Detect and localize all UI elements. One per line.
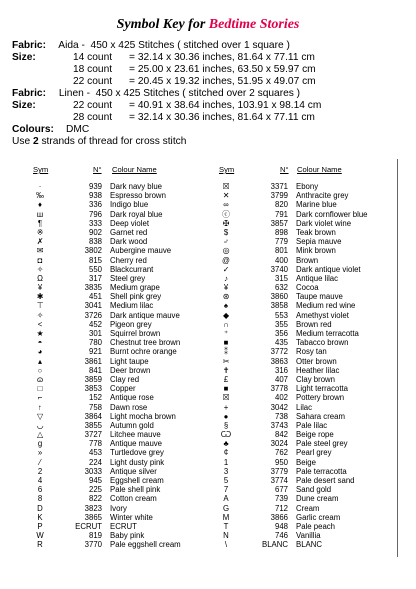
dmc-number: 3024 bbox=[270, 439, 288, 449]
dmc-number: 3740 bbox=[270, 264, 288, 274]
colour-name: Taupe mauve bbox=[296, 292, 343, 302]
dmc-number: 921 bbox=[88, 347, 102, 357]
colour-name: Dark cornflower blue bbox=[296, 209, 368, 219]
colour-name: Winter white bbox=[110, 512, 153, 522]
linen-size-1-line bbox=[12, 100, 321, 112]
dmc-number: 3866 bbox=[270, 512, 288, 522]
dmc-number: 3778 bbox=[270, 384, 288, 394]
symbol-icon: ↑ bbox=[38, 402, 42, 412]
dmc-number: 780 bbox=[88, 338, 102, 348]
symbol-icon: $ bbox=[223, 227, 229, 237]
symbol-icon: ш bbox=[36, 209, 44, 219]
colour-name: Sahara cream bbox=[296, 411, 345, 421]
aida-size-1: 14 count = 32.14 x 30.36 inches, 81.64 x 77.11 cm bbox=[72, 52, 315, 63]
strands-suffix: strands of thread for cross stitch bbox=[38, 136, 187, 147]
dmc-number: 938 bbox=[88, 191, 102, 201]
colour-name: Copper bbox=[110, 384, 136, 394]
dmc-number: 3855 bbox=[84, 420, 102, 430]
dmc-number: 451 bbox=[88, 292, 102, 302]
colour-name: Eggshell cream bbox=[110, 476, 164, 485]
symbol-icon: □ bbox=[37, 384, 43, 394]
dmc-number: 3770 bbox=[84, 540, 102, 550]
symbol-icon: ☒ bbox=[222, 393, 230, 403]
colour-name: Espresso brown bbox=[110, 191, 166, 201]
colour-name: Marine blue bbox=[296, 200, 337, 210]
colour-name: Beige rope bbox=[296, 430, 334, 440]
symbol-icon: 5 bbox=[223, 476, 229, 485]
colour-name: Chestnut tree brown bbox=[110, 338, 181, 348]
symbol-icon: ◆ bbox=[223, 310, 229, 320]
symbol-icon: ∩ bbox=[223, 319, 229, 329]
dmc-number: 841 bbox=[88, 365, 102, 375]
symbol-icon: ¶ bbox=[37, 218, 43, 228]
colour-name: Rosy tan bbox=[296, 347, 327, 357]
dmc-number: 791 bbox=[274, 209, 288, 219]
strands-number: 2 bbox=[32, 136, 39, 147]
colour-name: Pearl grey bbox=[296, 448, 332, 458]
dmc-number: 3863 bbox=[270, 356, 288, 366]
colour-name: Dawn rose bbox=[110, 402, 148, 412]
symbol-icon: 8 bbox=[37, 494, 43, 504]
dmc-number: 778 bbox=[88, 439, 102, 449]
colour-name: Cotton cream bbox=[110, 494, 157, 504]
symbol-icon: ■ bbox=[223, 384, 229, 394]
page-title bbox=[0, 17, 416, 33]
symbol-icon: \ bbox=[224, 540, 228, 550]
colour-name: Teak brown bbox=[296, 227, 336, 237]
symbol-icon: ✕ bbox=[222, 191, 230, 201]
fabric-label: Fabric: bbox=[12, 40, 46, 51]
dmc-number: 3865 bbox=[84, 512, 102, 522]
colour-name: Turtledove grey bbox=[110, 448, 164, 458]
colour-name: Otter brown bbox=[296, 356, 337, 366]
symbol-icon: G bbox=[222, 503, 230, 513]
divider-line bbox=[397, 159, 398, 557]
symbol-icon: § bbox=[223, 420, 229, 430]
colour-name: Heather lilac bbox=[296, 365, 340, 375]
aida-size-3: 22 count = 20.45 x 19.32 inches, 51.95 x 49.07 cm bbox=[72, 76, 316, 87]
dmc-number: 3860 bbox=[270, 292, 288, 302]
dmc-number: 402 bbox=[274, 393, 288, 403]
colour-name: Steel grey bbox=[110, 273, 146, 283]
colour-name: Anthracite grey bbox=[296, 191, 349, 201]
dmc-number: 3042 bbox=[270, 402, 288, 412]
colour-name: Light dusty pink bbox=[110, 457, 165, 467]
symbol-icon: Ω bbox=[37, 273, 43, 283]
symbol-icon: 7 bbox=[223, 485, 229, 495]
dmc-number: 3835 bbox=[84, 283, 102, 293]
colour-name: Cocoa bbox=[296, 283, 319, 293]
colour-name: Medium red wine bbox=[296, 301, 356, 311]
colour-name: Vanillia bbox=[296, 531, 321, 541]
symbol-icon: ■ bbox=[223, 338, 229, 348]
symbol-icon: < bbox=[37, 319, 43, 329]
colour-name: Squirrel brown bbox=[110, 329, 161, 338]
colour-name: ECRUT bbox=[110, 521, 137, 531]
symbol-icon: ⁄ bbox=[39, 457, 41, 467]
dmc-number: 435 bbox=[274, 338, 288, 348]
symbol-icon: Ѡ bbox=[220, 430, 232, 440]
dmc-number: 898 bbox=[274, 227, 288, 237]
colour-name: Sand gold bbox=[296, 485, 332, 495]
symbol-icon: ⊤ bbox=[36, 301, 44, 311]
symbol-icon: » bbox=[37, 448, 43, 458]
colour-name: Blackcurrant bbox=[110, 264, 154, 274]
dmc-number: 779 bbox=[274, 237, 288, 247]
colour-name: Tabacco brown bbox=[296, 338, 349, 348]
colour-name: Brown bbox=[296, 255, 319, 265]
header-name-left: Colour Name bbox=[112, 165, 157, 174]
strands-prefix: Use bbox=[12, 136, 33, 147]
symbol-icon: ◕ bbox=[37, 347, 43, 357]
colour-name: Pale shell pink bbox=[110, 485, 161, 495]
symbol-icon: ◡ bbox=[36, 420, 44, 430]
dmc-number: 948 bbox=[274, 521, 288, 531]
size-label: Size: bbox=[12, 52, 36, 63]
symbol-icon: ◓ bbox=[37, 338, 43, 348]
dmc-number: 3779 bbox=[270, 466, 288, 476]
dmc-number: 838 bbox=[88, 237, 102, 247]
dmc-number: 3861 bbox=[84, 356, 102, 366]
symbol-icon: ▽ bbox=[37, 411, 43, 421]
aida-size-3-line bbox=[12, 76, 316, 88]
colour-name: Pigeon grey bbox=[110, 319, 152, 329]
dmc-number: 677 bbox=[274, 485, 288, 495]
dmc-number: 452 bbox=[88, 319, 102, 329]
dmc-number: 632 bbox=[274, 283, 288, 293]
symbol-icon: ● bbox=[223, 411, 229, 421]
colour-name: Pottery brown bbox=[296, 393, 345, 403]
fabric-aida-line bbox=[12, 40, 290, 52]
dmc-number: 738 bbox=[274, 411, 288, 421]
dmc-number: 316 bbox=[274, 365, 288, 375]
dmc-number: 945 bbox=[88, 476, 102, 485]
symbol-icon: ¢ bbox=[223, 448, 229, 458]
colour-name: Light mocha brown bbox=[110, 411, 176, 421]
colour-name: Dark wood bbox=[110, 237, 148, 247]
colour-name: Autumn gold bbox=[110, 420, 154, 430]
colour-name: Cream bbox=[296, 503, 320, 513]
dmc-number: 801 bbox=[274, 246, 288, 256]
colour-name: Brown red bbox=[296, 319, 332, 329]
dmc-number: 407 bbox=[274, 374, 288, 384]
dmc-number: 3371 bbox=[270, 182, 288, 191]
dmc-number: 758 bbox=[88, 402, 102, 412]
symbol-icon: ▴ bbox=[38, 356, 42, 366]
dmc-number: 796 bbox=[88, 209, 102, 219]
symbol-icon: ✝ bbox=[222, 365, 230, 375]
dmc-number: BLANC bbox=[262, 540, 288, 550]
colours-label: Colours: bbox=[12, 124, 54, 135]
dmc-number: 842 bbox=[274, 430, 288, 440]
colour-name: Medium terracotta bbox=[296, 329, 359, 338]
colour-name: Sepia mauve bbox=[296, 237, 342, 247]
colour-name: Deep violet bbox=[110, 218, 150, 228]
header-sym-right: Sym bbox=[219, 165, 235, 174]
colour-name: Antique mauve bbox=[110, 439, 163, 449]
strands-line bbox=[12, 136, 186, 148]
linen-size-1: 22 count = 40.91 x 38.64 inches, 103.91 x 98.14 cm bbox=[72, 100, 322, 111]
symbol-icon: 2 bbox=[37, 466, 43, 476]
colour-name: Lilac bbox=[296, 402, 313, 412]
colour-name: Garnet red bbox=[110, 227, 148, 237]
colours-value: DMC bbox=[66, 124, 90, 135]
colour-name: Light taupe bbox=[110, 356, 149, 366]
dmc-number: 3858 bbox=[270, 301, 288, 311]
symbol-icon: ¥ bbox=[223, 283, 229, 293]
title-highlight: Bedtime Stories bbox=[208, 17, 300, 32]
symbol-icon: 4 bbox=[37, 476, 43, 485]
dmc-number: 225 bbox=[88, 485, 102, 495]
symbol-icon: 6 bbox=[37, 485, 43, 495]
colour-name: Light terracotta bbox=[296, 384, 349, 394]
symbol-icon: D bbox=[37, 503, 43, 513]
fabric-linen-line bbox=[12, 88, 300, 100]
symbol-icon: A bbox=[223, 494, 229, 504]
colour-name: Dune cream bbox=[296, 494, 339, 504]
symbol-icon: £ bbox=[223, 374, 229, 384]
colour-name: Dark royal blue bbox=[110, 209, 163, 219]
dmc-number: 336 bbox=[88, 200, 102, 210]
symbol-icon: ♪ bbox=[224, 273, 228, 283]
dmc-number: 3726 bbox=[84, 310, 102, 320]
symbol-icon: ♂ bbox=[223, 237, 229, 247]
symbol-icon: + bbox=[223, 402, 229, 412]
symbol-icon: ✗ bbox=[36, 237, 44, 247]
dmc-number: 317 bbox=[88, 273, 102, 283]
colour-name: Garlic cream bbox=[296, 512, 341, 522]
colour-name: Medium grape bbox=[110, 283, 160, 293]
colour-name: Antique rose bbox=[110, 393, 154, 403]
dmc-number: 712 bbox=[274, 503, 288, 513]
symbol-icon: ɷ bbox=[36, 374, 44, 384]
dmc-number: 152 bbox=[88, 393, 102, 403]
symbol-icon: @ bbox=[222, 255, 230, 265]
symbol-icon: · bbox=[38, 182, 42, 191]
colour-name: Dark antique mauve bbox=[110, 310, 180, 320]
colours-line bbox=[12, 124, 89, 136]
dmc-number: 224 bbox=[88, 457, 102, 467]
dmc-number: 3033 bbox=[84, 466, 102, 476]
symbol-icon: ¥ bbox=[37, 283, 43, 293]
symbol-icon: 1 bbox=[223, 457, 229, 467]
colour-name: Deer brown bbox=[110, 365, 151, 375]
colour-name: Beige bbox=[296, 457, 316, 467]
symbol-icon: ※ bbox=[36, 227, 44, 237]
symbol-icon: ⁺ bbox=[223, 329, 229, 338]
dmc-number: 315 bbox=[274, 273, 288, 283]
fabric-aida: Aida - 450 x 425 Stitches ( stitched over 1 square ) bbox=[58, 40, 290, 51]
dmc-number: 3823 bbox=[84, 503, 102, 513]
dmc-number: 746 bbox=[274, 531, 288, 541]
colour-name: Indigo blue bbox=[110, 200, 149, 210]
dmc-number: 550 bbox=[88, 264, 102, 274]
symbol-icon: ∞ bbox=[223, 200, 229, 210]
symbol-icon: ⊛ bbox=[222, 292, 230, 302]
dmc-number: 3802 bbox=[84, 246, 102, 256]
colour-name: Burnt ochre orange bbox=[110, 347, 177, 357]
colour-name: Dark antique violet bbox=[296, 264, 361, 274]
colour-name: Ebony bbox=[296, 182, 319, 191]
colour-name: Shell pink grey bbox=[110, 292, 162, 302]
symbol-icon: ○ bbox=[37, 365, 43, 375]
colour-name: Litchee mauve bbox=[110, 430, 161, 440]
colour-name: Medium lilac bbox=[110, 301, 154, 311]
dmc-number: 356 bbox=[274, 329, 288, 338]
header-sym-left: Sym bbox=[33, 165, 49, 174]
colour-name: Antique silver bbox=[110, 466, 157, 476]
colour-name: Pale peach bbox=[296, 521, 336, 531]
colour-name: Pale desert sand bbox=[296, 476, 355, 485]
dmc-number: 939 bbox=[88, 182, 102, 191]
symbol-icon: ⌐ bbox=[37, 393, 43, 403]
dmc-number: 739 bbox=[274, 494, 288, 504]
dmc-number: 950 bbox=[274, 457, 288, 467]
dmc-number: 3743 bbox=[270, 420, 288, 430]
dmc-number: 3859 bbox=[84, 374, 102, 384]
dmc-number: 902 bbox=[88, 227, 102, 237]
symbol-icon: M bbox=[222, 512, 230, 522]
dmc-number: 355 bbox=[274, 319, 288, 329]
colour-name: Pale steel grey bbox=[296, 439, 348, 449]
colour-name: Baby pink bbox=[110, 531, 145, 541]
symbol-icon: 3 bbox=[223, 466, 229, 476]
symbol-icon: g bbox=[37, 439, 43, 449]
colour-name: Mink brown bbox=[296, 246, 336, 256]
linen-size-2: 28 count = 32.14 x 30.36 inches, 81.64 x 77.11 cm bbox=[72, 112, 315, 123]
colour-name: Clay brown bbox=[296, 374, 335, 384]
colour-name: Cherry red bbox=[110, 255, 147, 265]
symbol-icon: ⁑ bbox=[224, 347, 228, 357]
symbol-icon: R bbox=[37, 540, 43, 550]
dmc-number: 3853 bbox=[84, 384, 102, 394]
dmc-number: 3727 bbox=[84, 430, 102, 440]
symbol-icon: ✉ bbox=[36, 246, 44, 256]
symbol-icon: P bbox=[37, 521, 43, 531]
colour-name: Clay red bbox=[110, 374, 140, 384]
symbol-icon: ‰ bbox=[36, 191, 44, 201]
symbol-icon: ★ bbox=[36, 329, 44, 338]
symbol-icon: W bbox=[36, 531, 44, 541]
symbol-icon: ✱ bbox=[36, 292, 44, 302]
colour-name: Dark navy blue bbox=[110, 182, 163, 191]
header-name-right: Colour Name bbox=[297, 165, 342, 174]
aida-size-1-line bbox=[12, 52, 315, 64]
dmc-number: 301 bbox=[88, 329, 102, 338]
symbol-icon: ◎ bbox=[222, 246, 230, 256]
dmc-number: 815 bbox=[88, 255, 102, 265]
symbol-icon: ◘ bbox=[37, 255, 43, 265]
symbol-icon: ♦ bbox=[38, 200, 42, 210]
dmc-number: 553 bbox=[274, 310, 288, 320]
aida-size-2-line bbox=[12, 64, 316, 76]
symbol-icon: ♣ bbox=[223, 439, 229, 449]
symbol-icon: K bbox=[37, 512, 43, 522]
symbol-icon: ♠ bbox=[223, 301, 229, 311]
colour-name: Antique lilac bbox=[296, 273, 339, 283]
dmc-number: 333 bbox=[88, 218, 102, 228]
symbol-icon: T bbox=[223, 521, 229, 531]
symbol-icon: ✧ bbox=[36, 310, 44, 320]
symbol-icon: ☒ bbox=[222, 182, 230, 191]
fabric-linen: Linen - 450 x 425 Stitches ( stitched over 2 squares ) bbox=[58, 88, 301, 99]
dmc-number: 3857 bbox=[270, 218, 288, 228]
dmc-number: 819 bbox=[88, 531, 102, 541]
symbol-icon: ✧ bbox=[36, 264, 44, 274]
dmc-number: 3864 bbox=[84, 411, 102, 421]
colour-name: Aubergine mauve bbox=[110, 246, 172, 256]
linen-size-2-line bbox=[12, 112, 315, 124]
fabric-label-2: Fabric: bbox=[12, 88, 46, 99]
colour-name: Pale terracotta bbox=[296, 466, 347, 476]
dmc-number: 822 bbox=[88, 494, 102, 504]
dmc-number: 3799 bbox=[270, 191, 288, 201]
header-num-left: N° bbox=[93, 165, 102, 174]
symbol-icon: ⓒ bbox=[222, 209, 230, 219]
dmc-number: 762 bbox=[274, 448, 288, 458]
symbol-icon: ✠ bbox=[222, 218, 230, 228]
dmc-number: 3772 bbox=[270, 347, 288, 357]
colour-name: Ivory bbox=[110, 503, 127, 513]
colour-name: BLANC bbox=[296, 540, 322, 550]
size-label-2: Size: bbox=[12, 100, 36, 111]
symbol-icon: ✓ bbox=[222, 264, 230, 274]
colour-name: Pale lilac bbox=[296, 420, 328, 430]
dmc-number: 3774 bbox=[270, 476, 288, 485]
colour-name: Pale eggshell cream bbox=[110, 540, 181, 550]
dmc-number: 820 bbox=[274, 200, 288, 210]
symbol-icon: N bbox=[223, 531, 229, 541]
dmc-number: 3041 bbox=[84, 301, 102, 311]
symbol-icon: ✂ bbox=[222, 356, 230, 366]
title-prefix: Symbol Key for bbox=[116, 17, 206, 32]
colour-name: Dark violet wine bbox=[296, 218, 352, 228]
header-num-right: N° bbox=[280, 165, 289, 174]
dmc-number: 453 bbox=[88, 448, 102, 458]
dmc-number: ECRUT bbox=[75, 521, 102, 531]
symbol-icon: △ bbox=[37, 430, 43, 440]
colour-name: Amethyst violet bbox=[296, 310, 349, 320]
dmc-number: 400 bbox=[274, 255, 288, 265]
aida-size-2: 18 count = 25.00 x 23.61 inches, 63.50 x 59.97 cm bbox=[72, 64, 316, 75]
